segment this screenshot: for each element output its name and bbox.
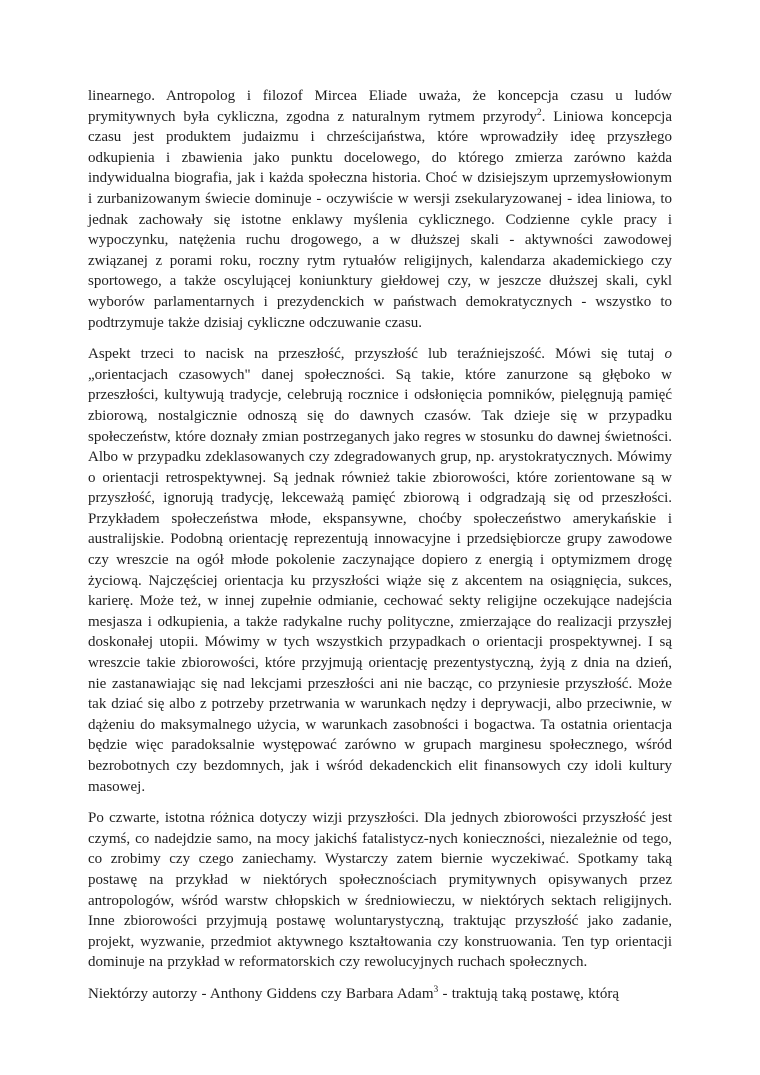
body-text: Po czwarte, istotna różnica dotyczy wizji przyszłości. Dla jednych zbiorowości przyszłość jest czymś, co nadejdzie samo, na mocy jakichś fatalistycz-nych konieczności, niezależnie od tego, co zrobimy czy czego zaniechamy. Wystarczy zatem biernie wyczekiwać. Spotkamy taką postawę na przykład w niektórych społecznościach prymitywnych opisywanych przez antropologów, wśród warstw chłopskich w średniowieczu, w niektórych sektach religijnych. Inne zbiorowości przyjmują postawę woluntarystyczną, traktując przyszłość jako zadanie, projekt, wyzwanie, przedmiot aktywnego kształtowania czy konstruowania. Ten typ orientacji dominuje na przykład w reformatorskich czy rewolucyjnych ruchach społecznych. bbox=[88, 810, 672, 971]
body-text: Aspekt trzeci to nacisk na przeszłość, przyszłość lub teraźniejszość. Mówi się tutaj bbox=[88, 346, 665, 363]
italic-text: o bbox=[664, 346, 672, 363]
paragraph-giddens-adam bbox=[88, 984, 672, 1005]
paragraph-visions-of-future bbox=[88, 808, 672, 973]
body-text: „orientacjach czasowych" danej społeczności. Są takie, które zanurzone są głęboko w przeszłości, kultywują tradycje, celebrują rocznice i odsłonięcia pomników, pielęgnują pamięć zbiorową, nostalgicznie odnoszą się do dawnych czasów. Tak dzieje się w przypadku społeczeństw, które doznały zmian postrzeganych jako regres w stosunku do dawnej świetności. Albo w przypadku zdeklasowanych czy zdegradowanych grup, np. arystokratycznych. Mówimy o orientacji retrospektywnej. Są jednak również takie zbiorowości, które zorientowane są w przyszłość, ignorują tradycję, lekceważą pamięć zbiorową i odgradzają się od przeszłości. Przykładem społeczeństwa młode, ekspansywne, choćby społeczeństwo amerykańskie i australijskie. Podobną orientację reprezentują innowacyjne i przedsiębiorcze grupy zawodowe czy wreszcie na ogół młode pokolenie zaczynające dopiero z energią i optymizmem drogę życiową. Najczęściej orientacja ku przyszłości wiąże się z akcentem na osiągnięcia, sukces, karierę. Może też, w innej zupełnie odmianie, cechować sekty religijne oczekujące nadejścia mesjasza i odkupienia, a także radykalne ruchy polityczne, zmierzające do realizacji przyszłej doskonałej utopii. Mówimy w tych wszystkich przypadkach o orientacji prospektywnej. I są wreszcie takie zbiorowości, które przyjmują orientację prezentystyczną, żyją z dnia na dzień, nie zastanawiając się nad lekcjami przeszłości ani nie bacząc, co przyniesie przyszłość. Może tak dziać się albo z potrzeby przetrwania w warunkach nędzy i deprywacji, albo przeciwnie, w dążeniu do maksymalnego użycia, w warunkach zasobności i bogactwa. Ta ostatnia orientacja będzie więc paradoksalnie występować zarówno w grupach marginesu społecznego, wśród bezrobotnych czy bezdomnych, jak i wśród dekadenckich elit finansowych czy idoli kultury masowej. bbox=[88, 366, 672, 795]
paragraph-time-orientations bbox=[88, 344, 672, 797]
body-text: linearnego. Antropolog i filozof Mircea Eliade uważa, że koncepcja czasu u ludów prymitywnych była cykliczna, zgodna z naturalnym rytmem przyrody bbox=[88, 88, 672, 125]
footnote-reference: 2 bbox=[536, 107, 542, 118]
paragraph-linear-and-cyclical-time bbox=[88, 86, 672, 333]
body-text-block bbox=[88, 86, 672, 1005]
body-text: - traktują taką postawę, którą bbox=[438, 985, 619, 1002]
body-text: Niektórzy autorzy - Anthony Giddens czy Barbara Adam bbox=[88, 985, 434, 1002]
footnote-reference: 3 bbox=[433, 984, 439, 995]
body-text: . Liniowa koncepcja czasu jest produktem judaizmu i chrześcijaństwa, które wprowadziły ideę przyszłego odkupienia i zbawienia jako punktu docelowego, do którego zmierza zarówno każda indywidualna biografia, jak i każda społeczna historia. Choć w dzisiejszym uprzemysłowionym i zurbanizowanym świecie dominuje - oczywiście w wersji zsekularyzowanej - idea liniowa, to jednak zachowały się istotne enklawy myślenia cyklicznego. Codzienne cykle pracy i wypoczynku, natężenia ruchu drogowego, a w dłuższej skali - aktywności zawodowej związanej z porami roku, roczny rytm rytuałów religijnych, kalendarza akademickiego czy sportowego, a także oscylującej koniunktury giełdowej czy, w jeszcze dłuższej skali, cykl wyborów parlamentarnych i prezydenckich w państwach demokratycznych - wszystko to podtrzymuje także dzisiaj cykliczne odczuwanie czasu. bbox=[88, 108, 672, 331]
